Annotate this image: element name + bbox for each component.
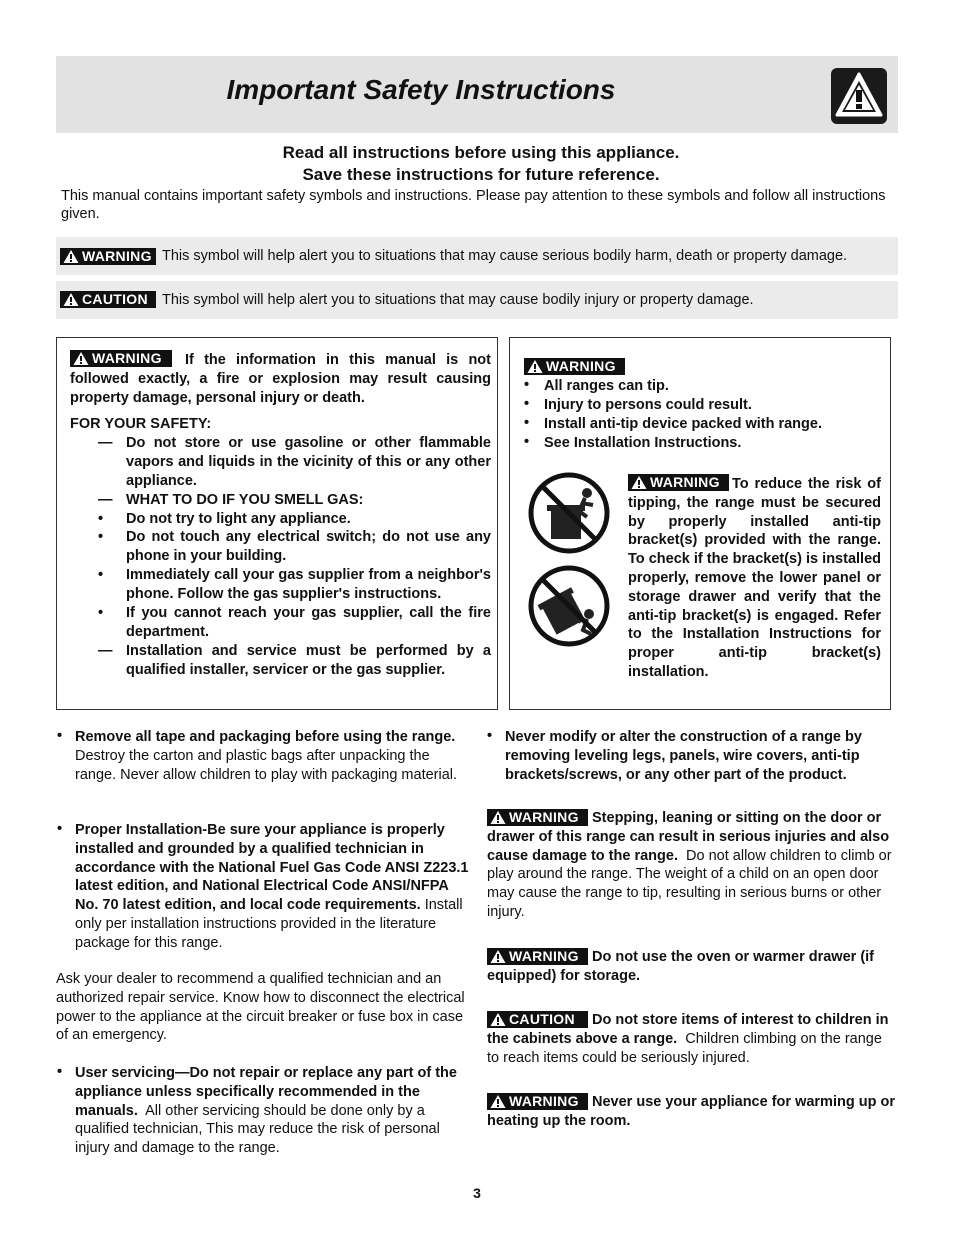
- header-banner: [56, 56, 898, 133]
- read-instructions: Read all instructions before using this appliance.: [282, 143, 680, 162]
- list-marker: —: [98, 435, 113, 451]
- list-item: Installation and service must be performed by a qualified installer, servicer or the gas supplier.: [126, 643, 491, 678]
- bullet: •: [524, 396, 530, 412]
- warning-triangle-icon: [490, 1094, 506, 1109]
- caution-badge: CAUTION: [487, 1011, 588, 1028]
- list-item: All ranges can tip.: [544, 378, 669, 394]
- stepping-text: Stepping, leaning or sitting on the door or drawer of this range can result in serious injuries and also cause damage to the range. Do not allow children to climb or play around the range. The weight of a child on an open door may cause the range to tip, resulting in serious burns or other injury.: [487, 810, 892, 920]
- warning-triangle-icon: [527, 359, 543, 374]
- bullet: •: [57, 1064, 63, 1080]
- warning-badge: WARNING: [487, 1093, 588, 1110]
- list-marker: •: [98, 529, 104, 545]
- list-item: Do not try to light any appliance.: [126, 511, 351, 527]
- packaging-item: Remove all tape and packaging before using the range. Destroy the carton and plastic bags after unpacking the range. Never allow children to play with packaging material.: [75, 729, 458, 783]
- warning-badge: WARNING: [487, 809, 588, 826]
- list-marker: •: [98, 567, 104, 583]
- list-item: Do not touch any electrical switch; do not use any phone in your building.: [126, 529, 491, 564]
- list-marker: —: [98, 492, 113, 508]
- warning-triangle-icon: [63, 292, 79, 307]
- list-marker: —: [98, 643, 113, 659]
- list-marker: •: [98, 605, 104, 621]
- list-marker: •: [98, 511, 104, 527]
- list-item: Install anti-tip device packed with range.: [544, 416, 822, 432]
- list-item: See Installation Instructions.: [544, 435, 742, 451]
- bullet: •: [487, 728, 493, 744]
- range-tipping-icon: [527, 564, 611, 648]
- page-title: Important Safety Instructions: [226, 74, 616, 105]
- gas-safety-box: [56, 337, 498, 710]
- page-number: 3: [473, 1185, 481, 1201]
- warning-symbol-text: This symbol will help alert you to situations that may cause serious bodily harm, death or property damage.: [162, 248, 848, 264]
- for-your-safety: FOR YOUR SAFETY:: [70, 416, 212, 432]
- bullet: •: [524, 434, 530, 450]
- caution-symbol-text: This symbol will help alert you to situations that may cause bodily injury or property damage.: [162, 292, 754, 308]
- storage-text: Do not use the oven or warmer drawer (if equipped) for storage.: [487, 949, 874, 984]
- anti-tip-text: To reduce the risk of tipping, the range must be secured by properly installed anti-tip bracket(s) provided with the range. To check if the bracket(s) is installed properly, remove the lower panel or storage drawer and verify that the anti-tip bracket(s) is engaged. Refer to the Installation Instructions for proper anti-tip bracket(s) installation.: [628, 476, 881, 680]
- user-servicing-item: User servicing—Do not repair or replace any part of the appliance unless specifically recommended in the manuals. All other servicing should be done only by a qualified technician, This may reduce the risk of personal injury and damage to the range.: [75, 1065, 457, 1157]
- modify-item: Never modify or alter the construction of a range by removing leveling legs, panels, wire covers, anti-tip brackets/screws, or any other part of the product.: [505, 729, 862, 783]
- gas-lead-text: If the information in this manual is not followed exactly, a fire or explosion may result causing property damage, personal injury or death.: [70, 352, 491, 406]
- list-item: Injury to persons could result.: [544, 397, 752, 413]
- dealer-paragraph: Ask your dealer to recommend a qualified technician and an authorized repair service. Know how to disconnect the electrical power to the appliance at the circuit breaker or fuse box in case of an emergency.: [56, 971, 465, 1044]
- bullet: •: [524, 377, 530, 393]
- warning-triangle-icon: [490, 810, 506, 825]
- warning-symbol-band: [56, 237, 898, 275]
- warning-triangle-icon: [490, 1012, 506, 1027]
- warning-badge: WARNING: [60, 248, 156, 265]
- heating-warning: [487, 1093, 899, 1131]
- save-instructions: Save these instructions for future reference.: [302, 165, 660, 184]
- warning-triangle-icon: [63, 249, 79, 264]
- installation-item: Proper Installation-Be sure your appliance is properly installed and grounded by a qualified technician in accordance with the National Fuel Gas Code ANSI Z223.1 latest edition, and National Electrical Code ANSI/NFPA No. 70 latest edition, and local code requirements. Install only per installation instructions provided in the literature package for this range.: [75, 822, 469, 951]
- cabinet-caution: [487, 1011, 895, 1067]
- intro-paragraph: This manual contains important safety symbols and instructions. Please pay attention to these symbols and follow all instructions given.: [61, 188, 886, 222]
- bullet: •: [57, 728, 63, 744]
- cabinet-text: Do not store items of interest to children in the cabinets above a range. Children climbing on the range to reach items could be seriously injured.: [487, 1012, 889, 1066]
- caution-badge: CAUTION: [60, 291, 156, 308]
- stepping-warning: [487, 809, 895, 922]
- heating-text: Never use your appliance for warming up or heating up the room.: [487, 1094, 895, 1129]
- list-item: WHAT TO DO IF YOU SMELL GAS:: [126, 492, 364, 508]
- warning-badge: WARNING: [487, 948, 588, 965]
- list-item: If you cannot reach your gas supplier, call the fire department.: [126, 605, 491, 640]
- caution-symbol-band: [56, 281, 898, 319]
- list-item: Immediately call your gas supplier from a neighbor's phone. Follow the gas supplier's instructions.: [126, 567, 491, 602]
- anti-tip-box: [509, 337, 891, 710]
- no-climbing-icon: [527, 471, 611, 555]
- warning-badge: WARNING: [628, 474, 729, 491]
- warning-badge: WARNING: [70, 350, 172, 367]
- storage-warning: [487, 948, 895, 986]
- warning-triangle-icon: [831, 68, 887, 124]
- warning-triangle-icon: [490, 949, 506, 964]
- bullet: •: [524, 415, 530, 431]
- warning-badge: WARNING: [524, 358, 625, 375]
- list-item: Do not store or use gasoline or other flammable vapors and liquids in the vicinity of this or any other appliance.: [126, 435, 491, 489]
- bullet: •: [57, 821, 63, 837]
